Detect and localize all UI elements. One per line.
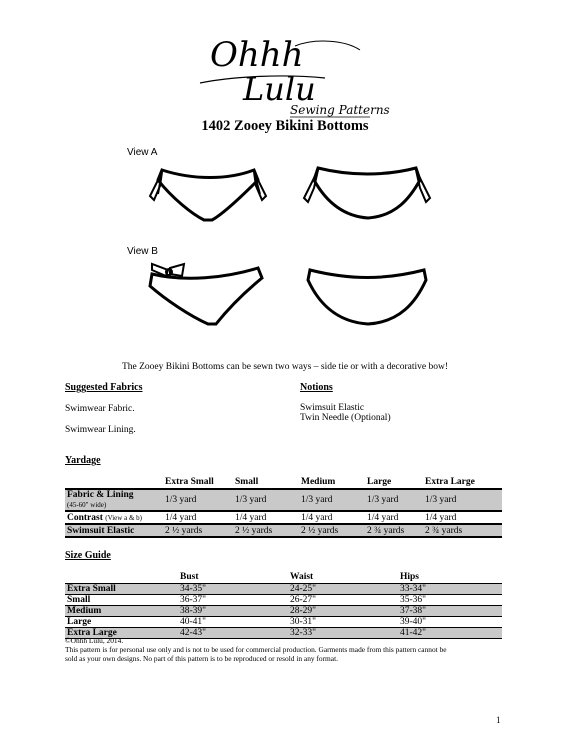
table-row bbox=[65, 524, 502, 537]
fabric-item: Swimwear Lining. bbox=[65, 425, 136, 435]
logo-tagline: Sewing Patterns bbox=[290, 103, 390, 117]
size-cell: 30-31" bbox=[288, 617, 398, 628]
size-cell: 38-39" bbox=[178, 606, 288, 617]
copyright-line: ©Ohhh Lulu, 2014. bbox=[65, 636, 124, 645]
yardage-row-label: Swimsuit Elastic bbox=[65, 524, 163, 537]
notion-item: Swimsuit Elastic bbox=[300, 403, 365, 413]
yardage-row-sub: (45-60" wide) bbox=[67, 501, 107, 509]
view-a-label: View A bbox=[127, 147, 158, 158]
size-cell: 39-40" bbox=[398, 617, 502, 628]
yardage-cell: 1/4 yard bbox=[365, 511, 423, 524]
size-cell: 26-27" bbox=[288, 595, 398, 606]
yardage-cell: 2 ½ yards bbox=[299, 524, 365, 537]
view-b-front-icon bbox=[140, 260, 270, 332]
yardage-cell: 1/3 yard bbox=[365, 489, 423, 511]
view-a-back-icon bbox=[300, 158, 435, 228]
yardage-row-label: Fabric & Lining bbox=[67, 490, 134, 500]
table-row bbox=[65, 595, 502, 606]
legal-notice bbox=[65, 636, 515, 663]
legal-line: sold as your own designs. No part of this pattern is to be reproduced or resold in any format. bbox=[65, 654, 338, 663]
size-col-header: Hips bbox=[400, 572, 420, 582]
size-cell: 37-38" bbox=[398, 606, 502, 617]
pattern-description: The Zooey Bikini Bottoms can be sewn two ways – side tie or with a decorative bow! bbox=[121, 362, 449, 372]
view-b-label: View B bbox=[127, 246, 158, 257]
table-row bbox=[65, 511, 502, 524]
yardage-cell: 1/4 yard bbox=[163, 511, 233, 524]
yardage-col-header: Small bbox=[235, 477, 259, 487]
size-row-label: Small bbox=[65, 595, 178, 606]
yardage-col-header: Extra Large bbox=[425, 477, 475, 487]
page-number: 1 bbox=[496, 715, 501, 725]
notions-heading: Notions bbox=[300, 382, 333, 393]
yardage-row-label: Contrast bbox=[67, 512, 103, 523]
yardage-cell: 2 ¾ yards bbox=[365, 524, 423, 537]
yardage-cell: 2 ¾ yards bbox=[423, 524, 502, 537]
suggested-fabrics-heading: Suggested Fabrics bbox=[65, 382, 143, 393]
notion-item: Twin Needle (Optional) bbox=[300, 413, 391, 423]
table-row bbox=[65, 584, 502, 595]
size-cell: 40-41" bbox=[178, 617, 288, 628]
yardage-cell: 1/4 yard bbox=[423, 511, 502, 524]
yardage-table bbox=[65, 476, 502, 538]
size-row-label: Large bbox=[65, 617, 178, 628]
legal-line: This pattern is for personal use only and is not to be used for commercial production. Garments made from this pattern cannot be bbox=[65, 645, 447, 654]
yardage-col-header: Extra Small bbox=[165, 477, 214, 487]
yardage-cell: 1/3 yard bbox=[423, 489, 502, 511]
yardage-heading: Yardage bbox=[65, 455, 101, 466]
size-cell: 42-43" bbox=[178, 628, 288, 639]
size-cell: 36-37" bbox=[178, 595, 288, 606]
size-cell: 35-36" bbox=[398, 595, 502, 606]
size-cell: 33-34" bbox=[398, 584, 502, 595]
yardage-row-sub: (View a & b) bbox=[105, 513, 142, 522]
yardage-cell: 1/3 yard bbox=[163, 489, 233, 511]
yardage-col-header: Large bbox=[367, 477, 392, 487]
logo-text-ohhh: Ohhh bbox=[210, 35, 304, 75]
brand-logo bbox=[195, 28, 390, 118]
pattern-title: 1402 Zooey Bikini Bottoms bbox=[201, 118, 369, 134]
yardage-cell: 1/3 yard bbox=[233, 489, 299, 511]
view-b-back-icon bbox=[300, 262, 435, 334]
size-cell: 41-42" bbox=[398, 628, 502, 639]
size-row-label: Medium bbox=[65, 606, 178, 617]
size-cell: 34-35" bbox=[178, 584, 288, 595]
table-row bbox=[65, 617, 502, 628]
yardage-cell: 2 ½ yards bbox=[163, 524, 233, 537]
size-cell: 32-33" bbox=[288, 628, 398, 639]
size-guide-heading: Size Guide bbox=[65, 550, 111, 561]
size-cell: 24-25" bbox=[288, 584, 398, 595]
yardage-col-header: Medium bbox=[301, 477, 336, 487]
yardage-cell: 1/3 yard bbox=[299, 489, 365, 511]
yardage-cell: 1/4 yard bbox=[233, 511, 299, 524]
table-row bbox=[65, 606, 502, 617]
size-col-header: Bust bbox=[180, 572, 199, 582]
size-col-header: Waist bbox=[290, 572, 314, 582]
size-cell: 28-29" bbox=[288, 606, 398, 617]
yardage-cell: 1/4 yard bbox=[299, 511, 365, 524]
size-guide-table bbox=[65, 571, 502, 639]
size-row-label: Extra Large bbox=[65, 628, 178, 639]
view-a-front-icon bbox=[148, 158, 268, 228]
fabric-item: Swimwear Fabric. bbox=[65, 404, 135, 414]
size-row-label: Extra Small bbox=[65, 584, 178, 595]
yardage-cell: 2 ½ yards bbox=[233, 524, 299, 537]
logo-text-lulu: Lulu bbox=[243, 70, 316, 108]
table-row bbox=[65, 489, 502, 511]
